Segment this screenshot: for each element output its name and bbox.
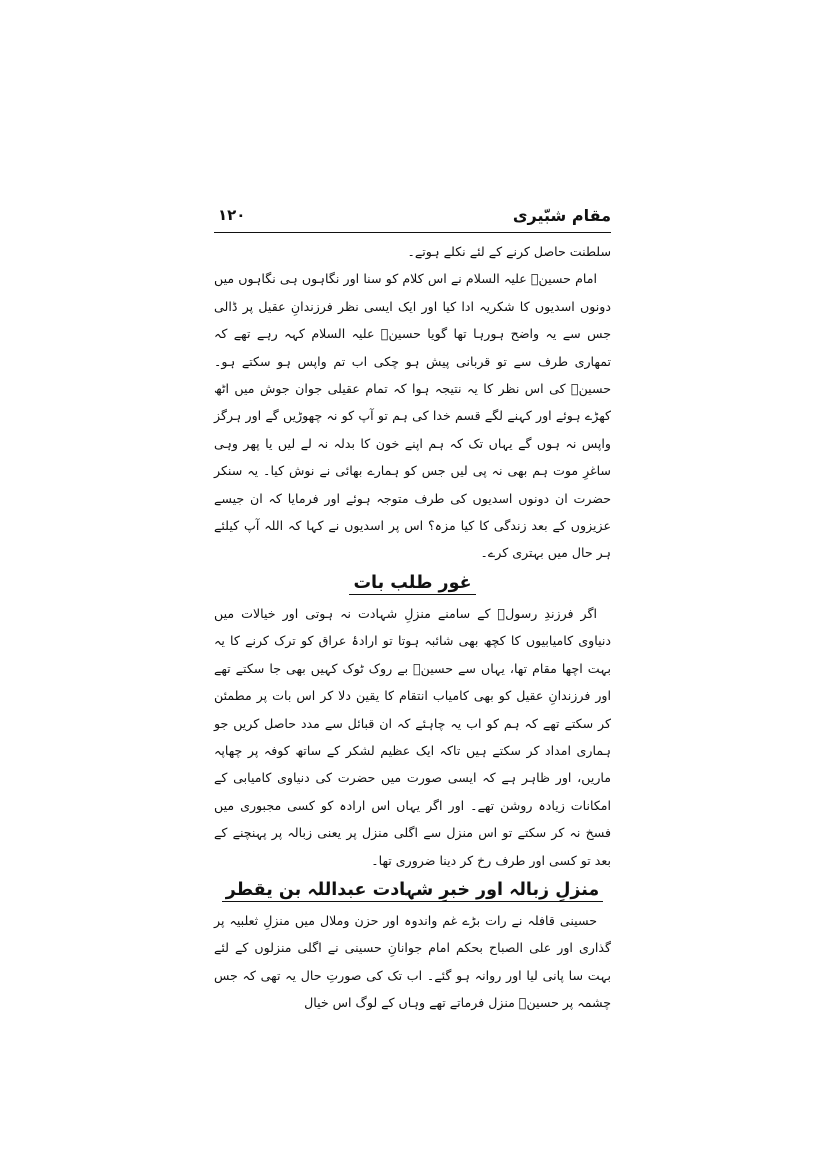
page-header xyxy=(214,200,611,230)
section-heading-text: غور طلب بات xyxy=(349,573,475,595)
paragraph: حسینی قافلہ نے رات بڑے غم واندوہ اور حزن وملال میں منزلِ ثعلبیہ پر گذاری اور علی الصباح بحکم امام جوانانِ حسینی نے اگلی منزلوں کے لئے بہت سا پانی لیا اور روانہ ہو گئے۔ اب تک کی صورتِ حال یہ تھی کہ جس چشمہ پر حسینؑ منزل فرماتے تھے وہاں کے لوگ اس خیال xyxy=(214,912,611,1011)
header-divider xyxy=(214,232,611,233)
section-heading-text: منزلِ زبالہ اور خبرِ شہادت عبداللہ بن یقطر xyxy=(222,880,604,902)
section-heading xyxy=(214,874,611,907)
section-heading xyxy=(214,567,611,600)
page-number: ۱۲۰ xyxy=(218,206,246,224)
paragraph: اگر فرزندِ رسولؐ کے سامنے منزلِ شہادت نہ ہوتی اور خیالات میں دنیاوی کامیابیوں کا کچھ بھی شائبہ ہوتا تو ارادۂ عراق کو ترک کرنے کا یہ بہت اچھا مقام تھا، یہاں سے حسینؑ بے روک ٹوک کہیں بھی جا سکتے تھے اور فرزندانِ عقیل کو بھی کامیاب انتقام کا یقین دلا کر اس بات پر مطمئن کر سکتے تھے کہ ہم کو اب یہ چاہئے کہ ان قبائل سے مدد حاصل کریں جو ہماری امداد کر سکتے ہیں تاکہ ایک عظیم لشکر کے ساتھ کوفہ پر چھاپہ ماریں، اور ظاہر ہے کہ ایسی صورت میں حضرت کی دنیاوی کامیابی کے امکانات زیادہ روشن تھے۔ اور اگر یہاں اس ارادہ کو کسی مجبوری میں فسخ نہ کر سکتے تو اس منزل سے اگلی منزل پر یعنی زبالہ پر پہنچنے کے بعد تو کسی اور طرف رخ کر دینا ضروری تھا۔ xyxy=(214,605,611,868)
page-body xyxy=(214,238,611,1017)
book-title: مقام شبّیری xyxy=(512,206,611,225)
paragraph: امام حسینؑ علیہ السلام نے اس کلام کو سنا اور نگاہوں ہی نگاہوں میں دونوں اسدیوں کا شکریہ ادا کیا اور ایک ایسی نظر فرزندانِ عقیل پر ڈالی جس سے یہ واضح ہورہا تھا گویا حسینؑ علیہ السلام کہہ رہے تھے کہ تمھاری طرف سے تو قربانی پیش ہو چکی اب تم واپس ہو سکتے ہو۔ حسینؑ کی اس نظر کا یہ نتیجہ ہوا کہ تمام عقیلی جوان جوش میں اٹھ کھڑے ہوئے اور کہنے لگے قسم خدا کی ہم تو آپ کو نہ چھوڑیں گے اور ہرگز واپس نہ ہوں گے یہاں تک کہ ہم اپنے خون کا بدلہ نہ لے لیں یا پھر وہی ساغرِ موت ہم بھی نہ پی لیں جس کو ہمارے بھائی نے نوش کیا۔ یہ سنکر حضرت ان دونوں اسدیوں کی طرف متوجہ ہوئے اور فرمایا کہ ان جیسے عزیزوں کے بعد زندگی کا کیا مزہ؟ اس پر اسدیوں نے کہا کہ اللہ آپ کیلئے ہر حال میں بہتری کرے۔ xyxy=(214,271,611,561)
paragraph: سلطنت حاصل کرنے کے لئے نکلے ہوتے۔ xyxy=(407,244,611,259)
